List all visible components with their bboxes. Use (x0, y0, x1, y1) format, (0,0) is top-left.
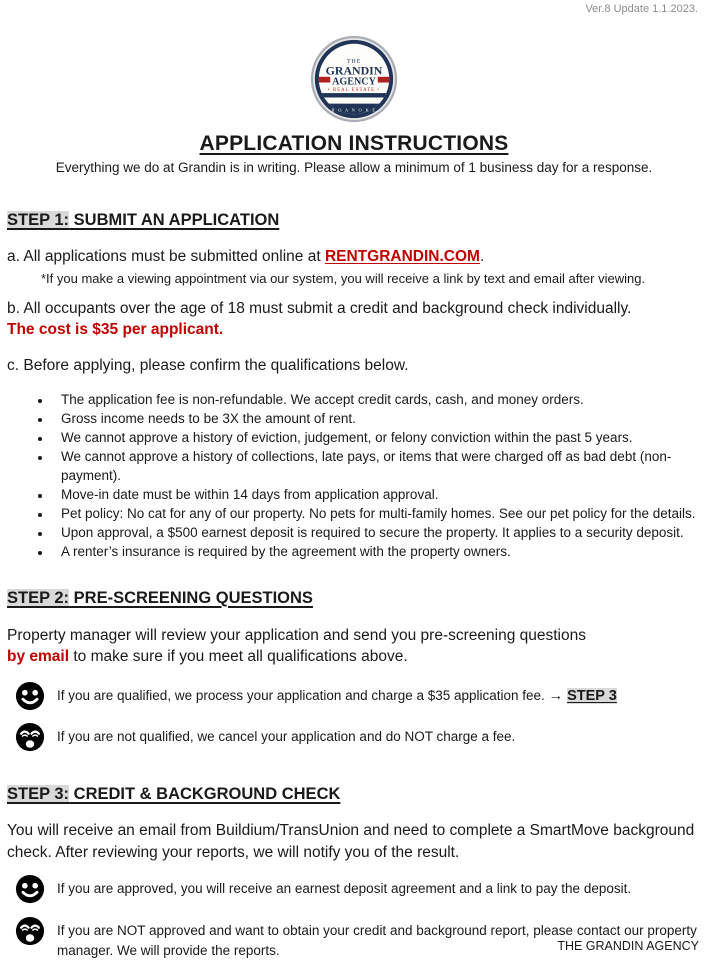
step1-item-c: c. Before applying, please confirm the qualifications below. (7, 356, 409, 374)
step3-heading (7, 785, 701, 804)
footer-agency-name: THE GRANDIN AGENCY (557, 939, 699, 953)
step3-intro: You will receive an email from Buildium/TransUnion and need to complete a SmartMove background check. After reviewing your reports, we will notify you of the result. (7, 822, 695, 861)
version-note: Ver.8 Update 1.1.2023. (585, 3, 698, 15)
qualifications-list (7, 390, 701, 561)
step1-item-b: b. All occupants over the age of 18 must submit a credit and background check individually. The cost is $35 per applicant. (7, 299, 632, 338)
step2-heading-number: STEP 2: (7, 588, 70, 607)
svg-text:THE: THE (346, 59, 362, 66)
step3-heading-number: STEP 3: (7, 785, 70, 804)
by-email-emphasis: by email (7, 648, 70, 666)
rentgrandin-link[interactable]: RENTGRANDIN.COM (324, 248, 480, 265)
not-qualified-text: If you are not qualified, we cancel your application and do NOT charge a fee. (57, 729, 516, 745)
svg-text:· · ·: · · · (349, 97, 359, 103)
page-subtitle: Everything we do at Grandin is in writing. Please allow a minimum of 1 business day for a response. (55, 160, 653, 175)
step1-heading (7, 211, 701, 230)
list-item: • The application fee is non-refundable. We accept credit cards, cash, and money orders. (52, 390, 701, 409)
agency-logo (7, 35, 701, 123)
approved-row (7, 874, 701, 904)
not-approved-text: If you are NOT approved and want to obtain your credit and background report, please contact our property manager. We will provide the reports. (57, 923, 697, 958)
step1-heading-text: SUBMIT AN APPLICATION (69, 211, 280, 229)
arrow-right-icon: → (548, 688, 568, 705)
smiley-face-icon (15, 681, 45, 711)
step2-heading (7, 589, 701, 608)
svg-text:R O A N O K E: R O A N O K E (331, 107, 377, 113)
step2-heading-text: PRE-SCREENING QUESTIONS (69, 588, 313, 607)
page-title: APPLICATION INSTRUCTIONS (199, 132, 509, 155)
step2-intro: Property manager will review your application and send you pre-screening questions by email to make sure if you meet all qualifications above. (7, 626, 586, 666)
step3-reference: STEP 3 (567, 688, 617, 705)
approved-text: If you are approved, you will receive an earnest deposit agreement and a link to pay the deposit. (57, 881, 632, 897)
qualified-text: If you are qualified, we process your application and charge a $35 application fee. → STEP 3 (57, 688, 617, 705)
list-item: • We cannot approve a history of collections, late pays, or items that were charged off as bad debt (non-payment). (52, 447, 701, 485)
step1-item-a-note: *If you make a viewing appointment via our system, you will receive a link by text and email after viewing. (41, 270, 646, 286)
list-item: • Pet policy: No cat for any of our property. No pets for multi-family homes. See our pet policy for the details. (52, 504, 701, 523)
list-item: • We cannot approve a history of eviction, judgement, or felony conviction within the past 5 years. (52, 428, 701, 447)
list-item: • Upon approval, a $500 earnest deposit is required to secure the property. It applies to a security deposit. (52, 523, 701, 542)
list-item: • Move-in date must be within 14 days from application approval. (52, 485, 701, 504)
weary-face-icon (15, 722, 45, 752)
qualified-row (7, 681, 701, 711)
step3-heading-text: CREDIT & BACKGROUND CHECK (69, 785, 341, 804)
smiley-face-icon (15, 874, 45, 904)
fee-notice: The cost is $35 per applicant. (7, 320, 224, 338)
weary-face-icon (15, 916, 45, 946)
list-item: • A renter’s insurance is required by the agreement with the property owners. (52, 542, 701, 561)
svg-text:• REAL ESTATE •: • REAL ESTATE • (327, 87, 381, 93)
step1-item-a: a. All applications must be submitted online at RENTGRANDIN.COM. (7, 248, 485, 265)
agency-logo-icon (310, 35, 398, 123)
svg-text:AGENCY: AGENCY (332, 76, 376, 88)
step1-heading-number: STEP 1: (7, 211, 70, 229)
not-qualified-row (7, 722, 701, 752)
svg-text:GRANDIN: GRANDIN (325, 63, 383, 78)
list-item: • Gross income needs to be 3X the amount of rent. (52, 409, 701, 428)
